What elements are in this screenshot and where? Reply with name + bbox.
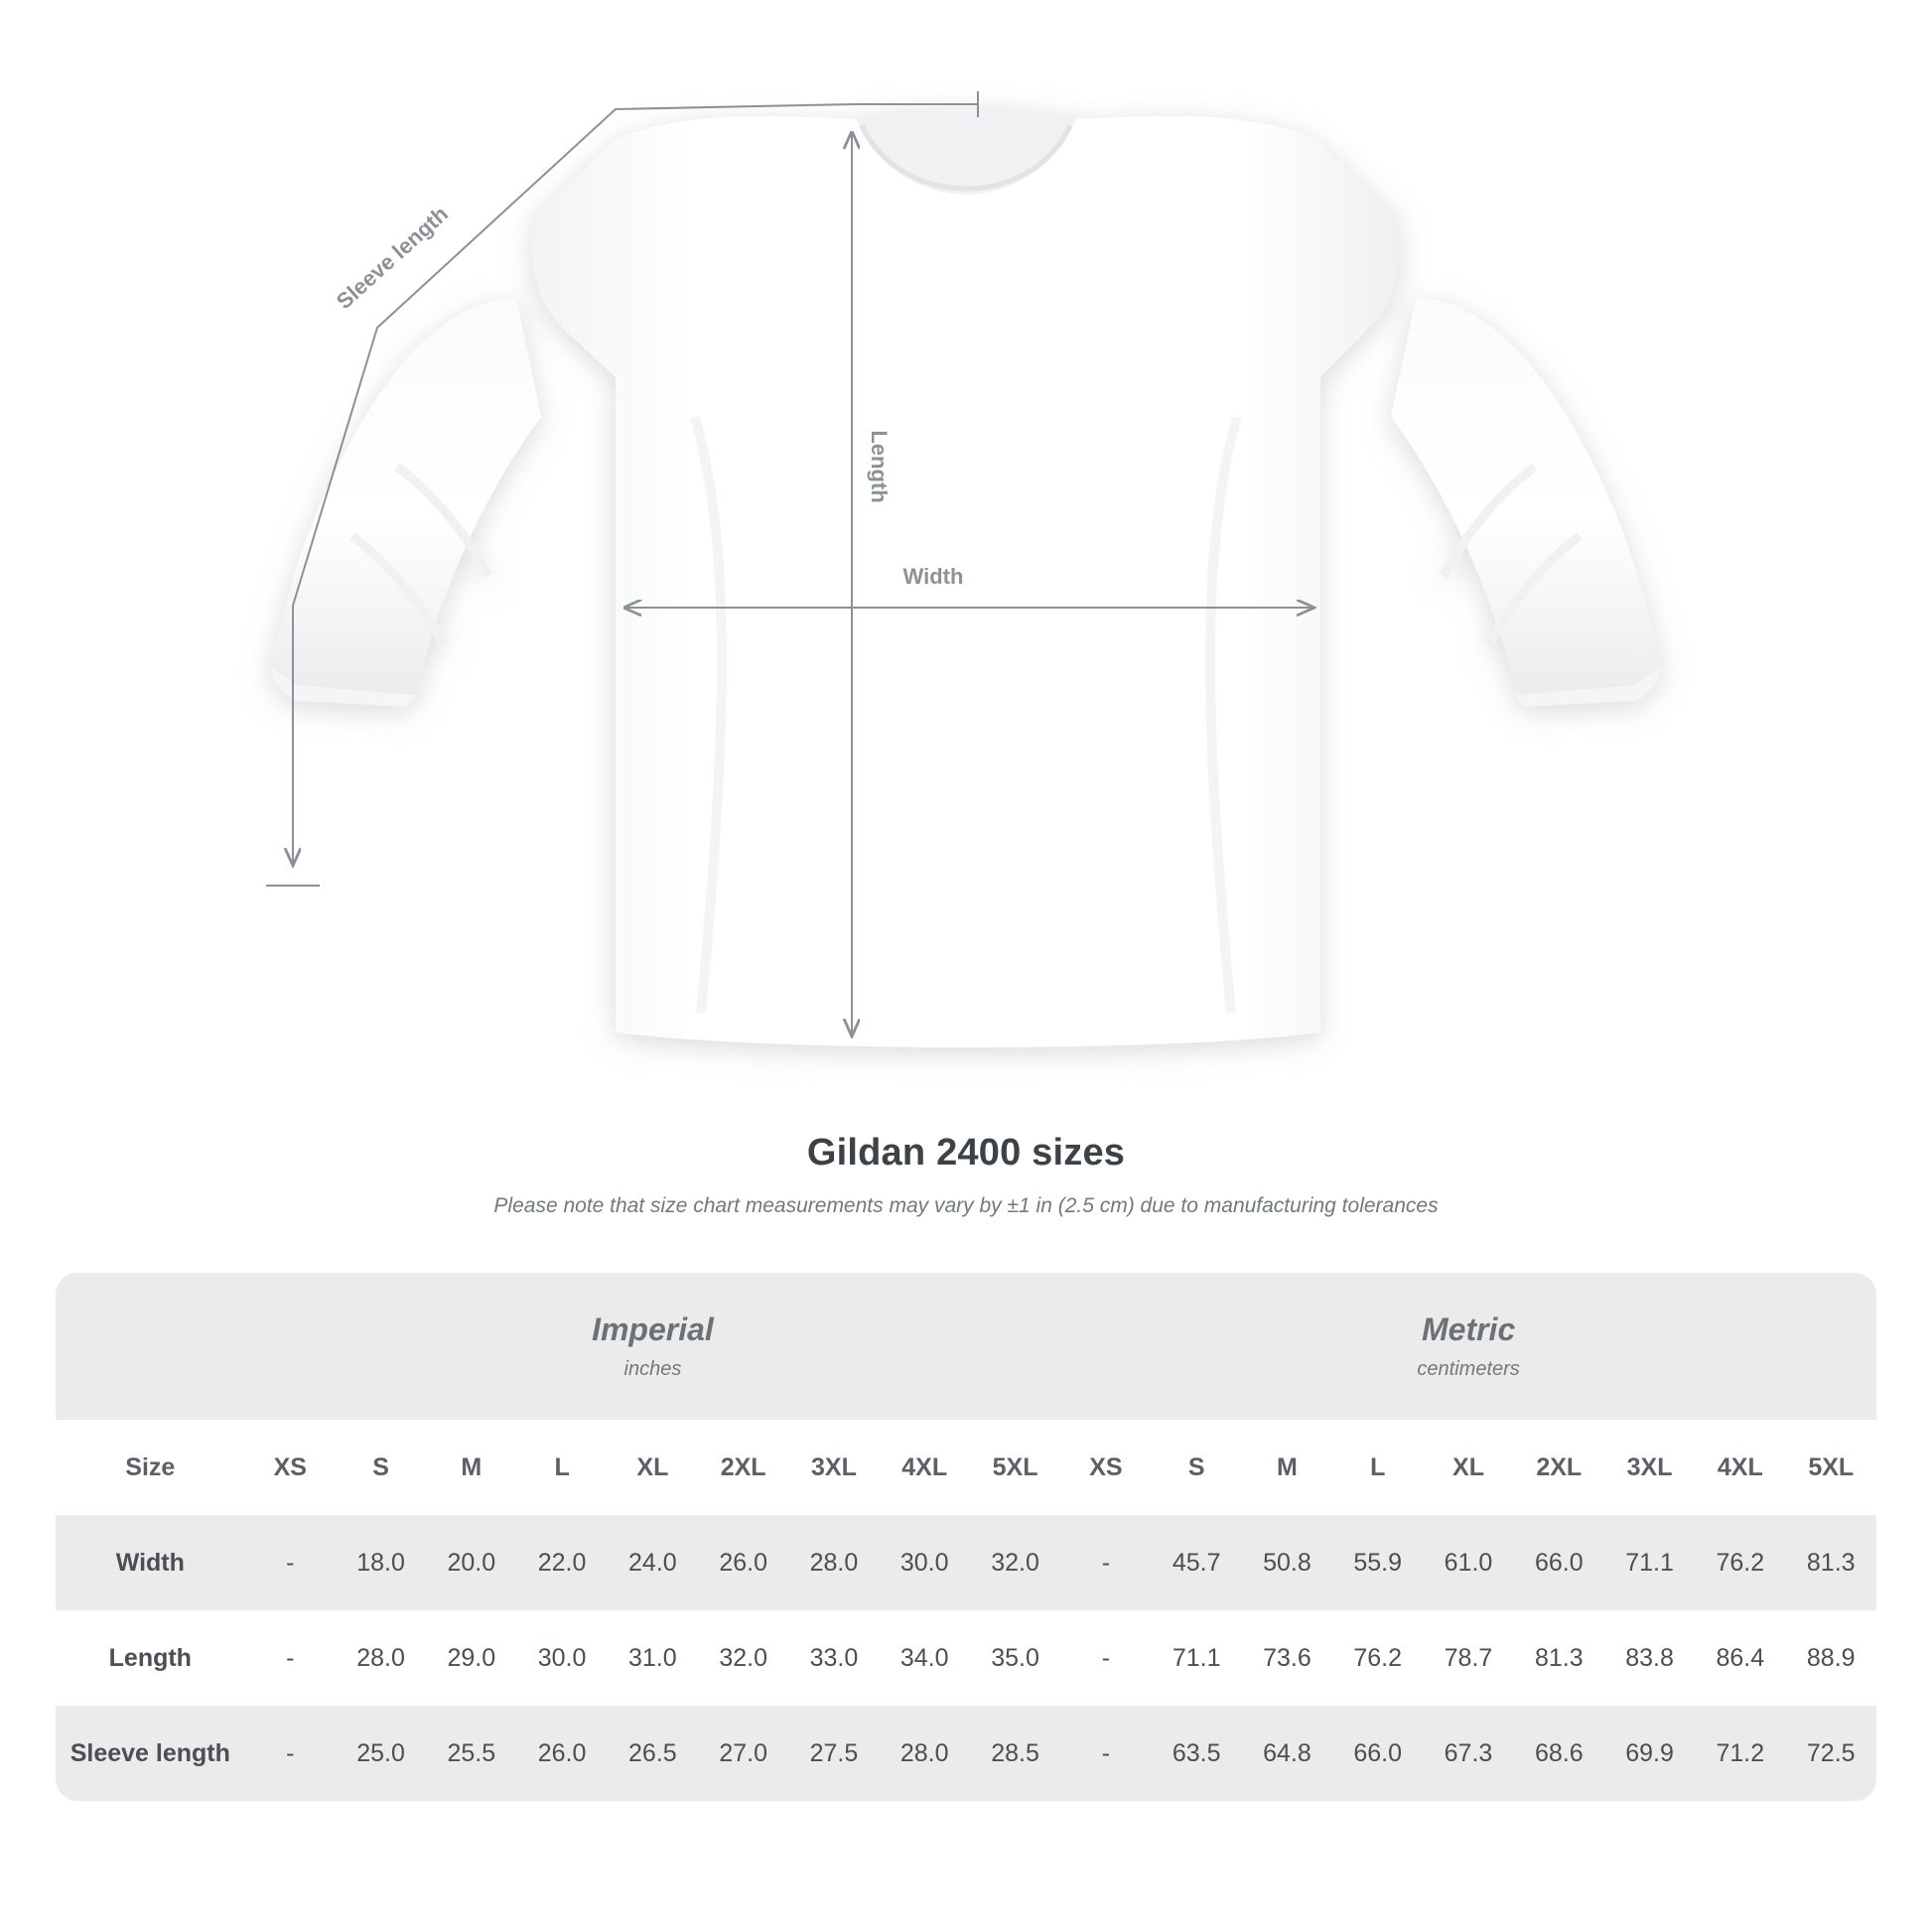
cell: 28.5 [970, 1706, 1060, 1801]
long-sleeve-shirt-graphic [270, 107, 1662, 1047]
cell: 26.0 [698, 1515, 788, 1610]
unit-sub-imperial: inches [623, 1358, 682, 1380]
sleeve-length-label: Sleeve length [331, 201, 454, 315]
cell: 22.0 [516, 1515, 607, 1610]
cell: 28.0 [880, 1706, 970, 1801]
cell: - [1060, 1515, 1151, 1610]
cell: 64.8 [1242, 1706, 1332, 1801]
header-metric-5xl: 5XL [1785, 1420, 1876, 1515]
cell: 63.5 [1152, 1706, 1242, 1801]
cell: 32.0 [970, 1515, 1060, 1610]
unit-name-imperial: Imperial [592, 1311, 714, 1347]
cell: 61.0 [1423, 1515, 1513, 1610]
header-metric-3xl: 3XL [1604, 1420, 1695, 1515]
width-label: Width [902, 564, 964, 589]
page-title: Gildan 2400 sizes [806, 1132, 1126, 1173]
page-subtitle: Please note that size chart measurements may vary by ±1 in (2.5 cm) due to manufacturing tolerances [493, 1194, 1439, 1217]
cell: 55.9 [1332, 1515, 1423, 1610]
title-block [0, 1132, 1932, 1218]
header-metric-l: L [1332, 1420, 1423, 1515]
header-metric-2xl: 2XL [1514, 1420, 1604, 1515]
cell: 26.5 [608, 1706, 698, 1801]
cell: - [245, 1610, 336, 1706]
cell: 66.0 [1332, 1706, 1423, 1801]
header-imperial-l: L [516, 1420, 607, 1515]
cell: 20.0 [426, 1515, 516, 1610]
cell: 27.5 [788, 1706, 879, 1801]
cell: 71.2 [1695, 1706, 1785, 1801]
unit-header-row [56, 1273, 1876, 1420]
cell: 30.0 [516, 1610, 607, 1706]
cell: 73.6 [1242, 1610, 1332, 1706]
cell: 30.0 [880, 1515, 970, 1610]
header-imperial-s: S [336, 1420, 426, 1515]
cell: 88.9 [1785, 1610, 1876, 1706]
cell: 76.2 [1332, 1610, 1423, 1706]
cell: 25.0 [336, 1706, 426, 1801]
unit-name-metric: Metric [1421, 1311, 1516, 1347]
unit-group-metric [1060, 1273, 1876, 1420]
table-row [56, 1610, 1876, 1706]
cell: 24.0 [608, 1515, 698, 1610]
header-size: Size [56, 1420, 245, 1515]
cell: 32.0 [698, 1610, 788, 1706]
cell: 76.2 [1695, 1515, 1785, 1610]
size-header-row [56, 1420, 1876, 1515]
cell: 26.0 [516, 1706, 607, 1801]
cell: 25.5 [426, 1706, 516, 1801]
header-imperial-xs: XS [245, 1420, 336, 1515]
size-table [56, 1273, 1876, 1801]
header-imperial-4xl: 4XL [880, 1420, 970, 1515]
header-metric-xl: XL [1423, 1420, 1513, 1515]
cell: 45.7 [1152, 1515, 1242, 1610]
cell: 81.3 [1514, 1610, 1604, 1706]
header-imperial-3xl: 3XL [788, 1420, 879, 1515]
row-label-sleeve-length: Sleeve length [56, 1706, 245, 1801]
cell: - [1060, 1706, 1151, 1801]
cell: 35.0 [970, 1610, 1060, 1706]
cell: 81.3 [1785, 1515, 1876, 1610]
cell: 71.1 [1152, 1610, 1242, 1706]
table-row [56, 1515, 1876, 1610]
unit-group-imperial [245, 1273, 1061, 1420]
cell: 68.6 [1514, 1706, 1604, 1801]
cell: 34.0 [880, 1610, 970, 1706]
header-metric-xs: XS [1060, 1420, 1151, 1515]
cell: 66.0 [1514, 1515, 1604, 1610]
unit-sub-metric: centimeters [1417, 1358, 1520, 1380]
header-imperial-m: M [426, 1420, 516, 1515]
cell: 28.0 [788, 1515, 879, 1610]
unit-corner-cell [56, 1273, 245, 1420]
header-metric-m: M [1242, 1420, 1332, 1515]
cell: 27.0 [698, 1706, 788, 1801]
cell: 33.0 [788, 1610, 879, 1706]
size-table-wrap [56, 1273, 1876, 1801]
cell: 69.9 [1604, 1706, 1695, 1801]
header-imperial-xl: XL [608, 1420, 698, 1515]
cell: 86.4 [1695, 1610, 1785, 1706]
cell: - [1060, 1610, 1151, 1706]
table-row [56, 1706, 1876, 1801]
header-metric-4xl: 4XL [1695, 1420, 1785, 1515]
cell: 83.8 [1604, 1610, 1695, 1706]
row-label-width: Width [56, 1515, 245, 1610]
length-label: Length [867, 430, 892, 503]
cell: 29.0 [426, 1610, 516, 1706]
header-imperial-2xl: 2XL [698, 1420, 788, 1515]
cell: 18.0 [336, 1515, 426, 1610]
row-label-length: Length [56, 1610, 245, 1706]
cell: - [245, 1706, 336, 1801]
cell: - [245, 1515, 336, 1610]
cell: 28.0 [336, 1610, 426, 1706]
cell: 31.0 [608, 1610, 698, 1706]
header-metric-s: S [1152, 1420, 1242, 1515]
cell: 67.3 [1423, 1706, 1513, 1801]
cell: 50.8 [1242, 1515, 1332, 1610]
header-imperial-5xl: 5XL [970, 1420, 1060, 1515]
cell: 72.5 [1785, 1706, 1876, 1801]
cell: 78.7 [1423, 1610, 1513, 1706]
cell: 71.1 [1604, 1515, 1695, 1610]
